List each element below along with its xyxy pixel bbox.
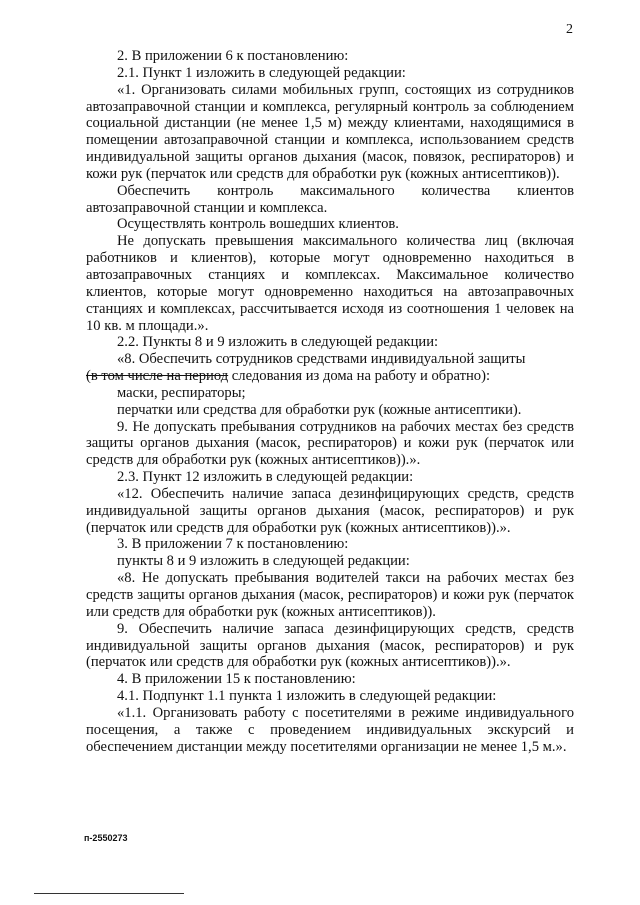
paragraph: Не допускать превышения максимального количества лиц (включая работников и клиентов), которые могут одновременно находиться в автозаправочных станциях и комплексах. Максимальное количество клиентов, которые могут одновременно находиться на автозаправочных станциях и комплексах, рассчитывается исходя из соотношения 1 человек на 10 кв. м площади.».	[86, 233, 574, 334]
paragraph: Осуществлять контроль вошедших клиентов.	[117, 216, 399, 233]
paragraph: 2.1. Пункт 1 изложить в следующей редакции:	[117, 64, 406, 81]
paragraph: 3. В приложении 7 к постановлению:	[117, 536, 349, 553]
struck-text: (в том числе на период	[86, 368, 229, 385]
paragraph-text: следования из дома на работу и обратно):	[228, 368, 491, 385]
paragraph: 2.2. Пункты 8 и 9 изложить в следующей редакции:	[117, 334, 439, 351]
paragraph: 4. В приложении 15 к постановлению:	[117, 671, 356, 688]
paragraph: Обеспечить контроль максимального количества клиентов автозаправочной станции и комплекса.	[86, 182, 574, 216]
paragraph: «8. Обеспечить сотрудников средствами индивидуальной защиты	[117, 351, 526, 368]
paragraph: «1.1. Организовать работу с посетителями в режиме индивидуального посещения, а также с проведением индивидуальных экскурсий и обеспечением дистанции между посетителями организации не менее 1,5 м.».	[86, 704, 574, 755]
footer-divider	[34, 893, 184, 894]
paragraph: перчатки или средства для обработки рук (кожные антисептики).	[117, 401, 522, 418]
paragraph: 9. Обеспечить наличие запаса дезинфицирующих средств, средств индивидуальной защиты органов дыхания (масок, респираторов) и рук (перчаток или средств для обработки рук (кожных антисептиков)).».	[86, 620, 574, 671]
paragraph: «8. Не допускать пребывания водителей такси на рабочих местах без средств защиты органов дыхания (масок, респираторов) и кожи рук (перчаток или средств для обработки рук (кожных антисептиков)).	[86, 570, 574, 620]
paragraph: 9. Не допускать пребывания сотрудников на рабочих местах без средств защиты органов дыхания (масок, респираторов) и кожи рук (перчаток или средств для обработки рук (кожных антисептиков)).».	[86, 418, 574, 469]
paragraph: «12. Обеспечить наличие запаса дезинфицирующих средств, средств индивидуальной защиты органов дыхания (масок, респираторов) и рук (перчаток или средств для обработки рук (кожных антисептиков)).».	[86, 485, 574, 536]
paragraph: 2. В приложении 6 к постановлению:	[117, 48, 349, 64]
paragraph-struck	[86, 368, 574, 385]
paragraph: 4.1. Подпункт 1.1 пункта 1 изложить в следующей редакции:	[117, 688, 497, 705]
paragraph: маски, респираторы;	[117, 384, 246, 401]
document-body	[86, 48, 574, 755]
page-number: 2	[566, 22, 573, 37]
document-code: п-2550273	[84, 833, 128, 843]
paragraph: пункты 8 и 9 изложить в следующей редакции:	[117, 553, 410, 570]
paragraph: «1. Организовать силами мобильных групп, состоящих из сотрудников автозаправочной станции и комплекса, регулярный контроль за соблюдением социальной дистанции (не менее 1,5 м) между клиентами, находящимися в помещении автозаправочной станции и комплекса, использованием средств индивидуальной защиты органов дыхания (масок, повязок, респираторов) и кожи рук (перчаток или средств для обработки рук (кожных антисептиков)).	[86, 81, 574, 182]
paragraph: 2.3. Пункт 12 изложить в следующей редакции:	[117, 469, 414, 486]
